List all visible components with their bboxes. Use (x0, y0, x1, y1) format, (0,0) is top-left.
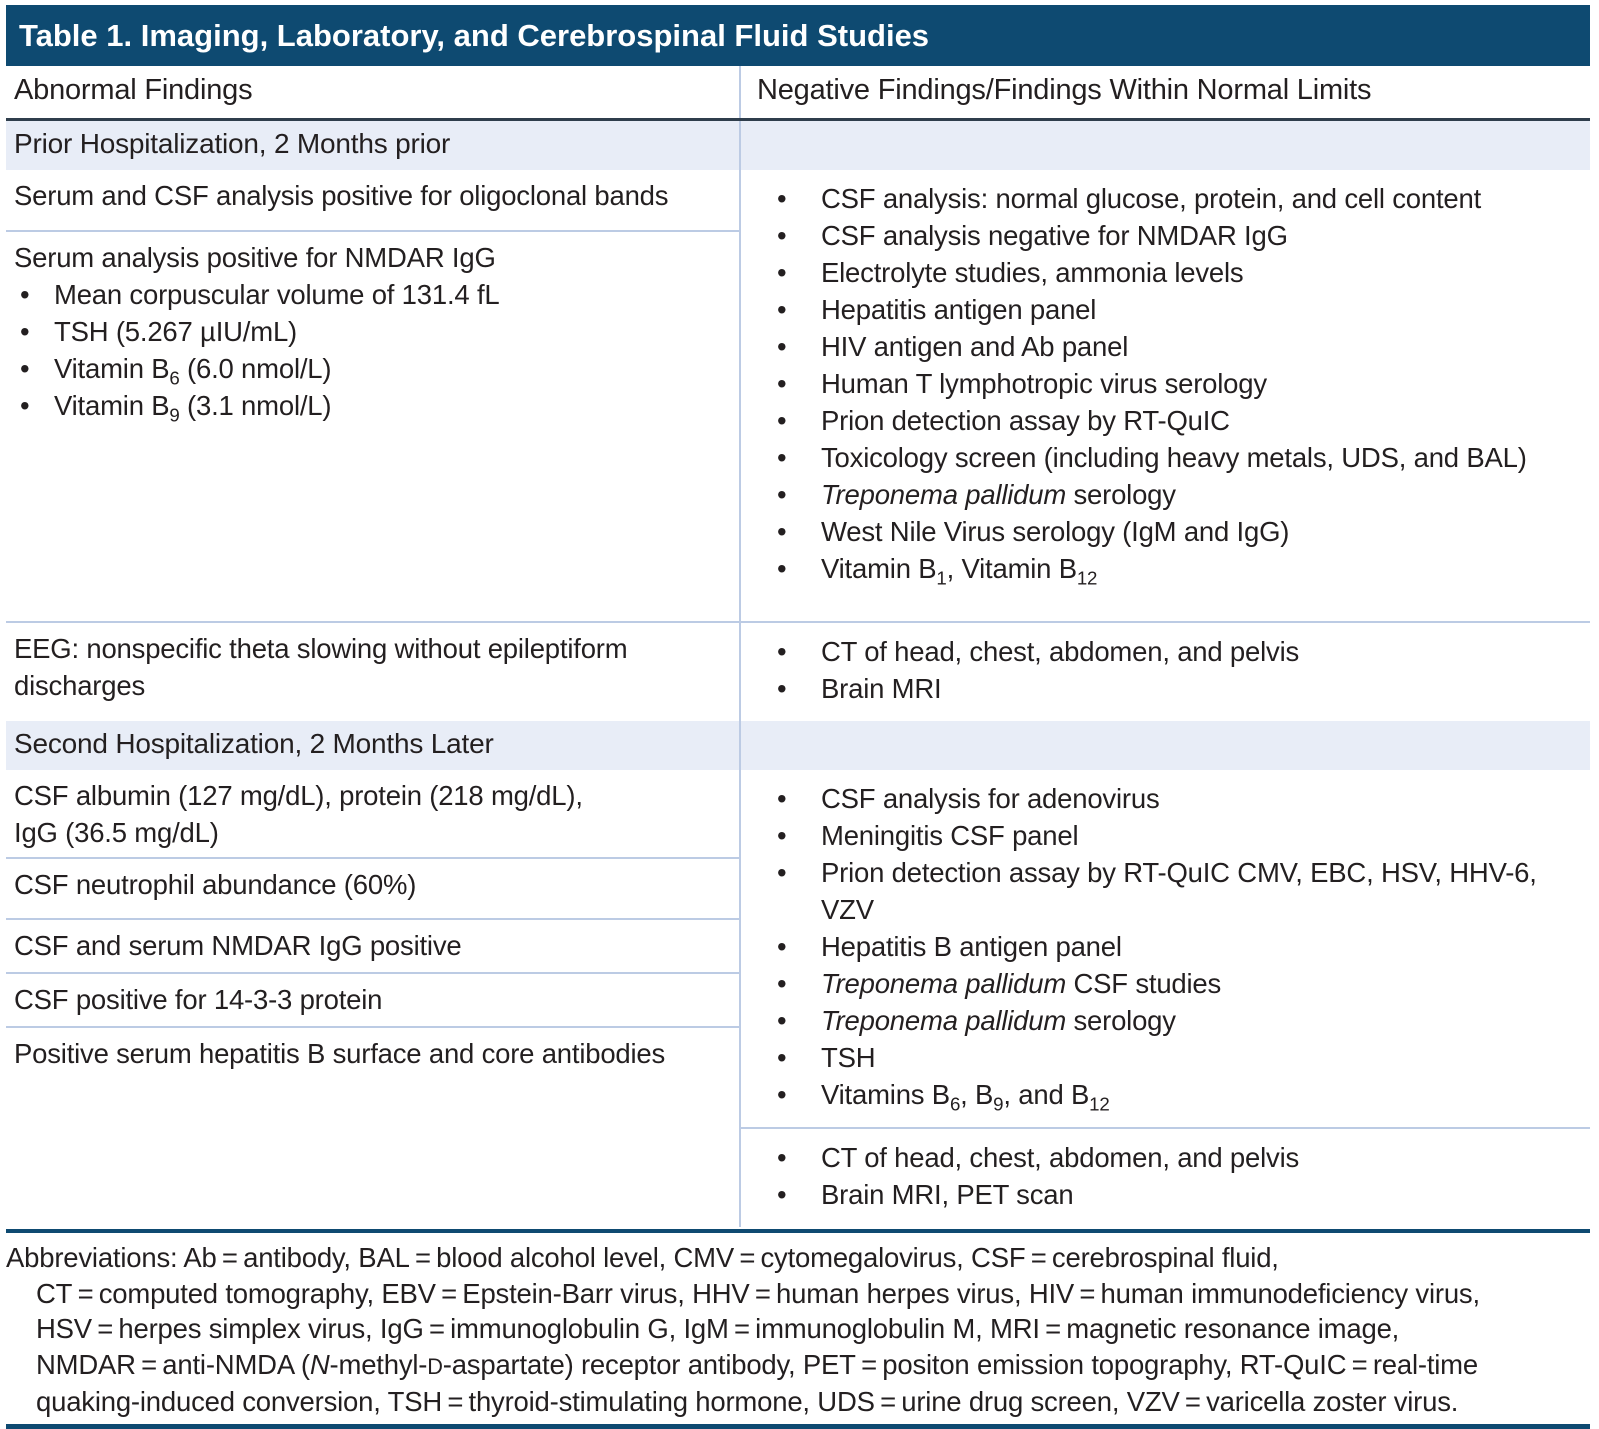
section-header-prior-hospitalization (6, 120, 1590, 171)
list-item: • Treponema pallidum serology (757, 1002, 1582, 1039)
cell-empty (6, 1085, 740, 1128)
list-item: • TSH (5.267 µIU/mL) (14, 313, 729, 350)
footnote-line: HSV = herpes simplex virus, IgG = immunoglobulin G, IgM = immunoglobulin M, MRI = magnetic resonance image, (36, 1313, 1400, 1344)
list-item: • Human T lymphotropic virus serology (757, 365, 1582, 402)
cell-csf-neutrophil: CSF neutrophil abundance (60%) (6, 858, 740, 919)
cell-csf-serum-nmdar-positive: CSF and serum NMDAR IgG positive (6, 919, 740, 973)
list-item: • CSF analysis: normal glucose, protein, and cell content (757, 180, 1582, 217)
negative-second-labs-list (757, 780, 1582, 1113)
cell-negative-second-labs (740, 770, 1590, 1128)
abbreviations-footnote (6, 1233, 1590, 1420)
footnote-line: CT = computed tomography, EBV = Epstein-Barr virus, HHV = human herpes virus, HIV = human immunodeficiency virus, (36, 1277, 1480, 1309)
footnote-line: NMDAR = anti-NMDA (N-methyl-D-aspartate) receptor antibody, PET = positon emission topography, RT-QuIC = real-time (36, 1348, 1478, 1380)
cell-negative-prior-labs (740, 170, 1590, 622)
list-item: • Prion detection assay by RT-QuIC CMV, EBC, HSV, HHV-6, VZV (757, 854, 1582, 928)
list-item: • Hepatitis B antigen panel (757, 928, 1582, 965)
list-item: • Brain MRI (757, 670, 1582, 707)
list-item: • CT of head, chest, abdomen, and pelvis (757, 1139, 1582, 1176)
table-title: Table 1. Imaging, Laboratory, and Cerebrospinal Fluid Studies (19, 18, 930, 53)
list-item: • Hepatitis antigen panel (757, 291, 1582, 328)
list-item: • West Nile Virus serology (IgM and IgG) (757, 513, 1582, 550)
section-header-second-hospitalization (6, 721, 1590, 770)
abnormal-prior-labs-list (14, 276, 729, 424)
cell-csf-14-3-3: CSF positive for 14-3-3 protein (6, 973, 740, 1027)
list-item: • Treponema pallidum serology (757, 476, 1582, 513)
cell-lead-text: Serum analysis positive for NMDAR IgG (14, 242, 496, 273)
list-item: • Vitamin $B_1$, Vitamin $B_{12}$ (757, 550, 1582, 587)
cell-oligoclonal-bands: Serum and CSF analysis positive for oligoclonal bands (6, 170, 740, 231)
column-header-abnormal-findings: Abnormal Findings (6, 66, 740, 120)
table-title-bar (6, 5, 1590, 66)
findings-table (6, 66, 1590, 1227)
cell-empty (6, 1128, 740, 1227)
cell-serum-nmdar (6, 231, 740, 622)
table-row (6, 770, 1590, 858)
list-item: • HIV antigen and Ab panel (757, 328, 1582, 365)
list-item: • Toxicology screen (including heavy metals, UDS, and BAL) (757, 439, 1582, 476)
list-item: • Treponema pallidum CSF studies (757, 965, 1582, 1002)
negative-prior-imaging-list (757, 633, 1582, 707)
section-header-spacer (740, 721, 1590, 770)
table-bottom-rule (6, 1424, 1590, 1429)
column-header-negative-findings: Negative Findings/Findings Within Normal Limits (740, 66, 1590, 120)
list-item: • CSF analysis negative for NMDAR IgG (757, 217, 1582, 254)
list-item: • Prion detection assay by RT-QuIC (757, 402, 1582, 439)
list-item: • Mean corpuscular volume of 131.4 fL (14, 276, 729, 313)
cell-csf-albumin: CSF albumin (127 mg/dL), protein (218 mg/dL), IgG (36.5 mg/dL) (6, 770, 740, 858)
section-header-spacer (740, 120, 1590, 171)
section-header-label: Second Hospitalization, 2 Months Later (6, 721, 740, 770)
negative-prior-labs-list (757, 180, 1582, 587)
list-item: • Electrolyte studies, ammonia levels (757, 254, 1582, 291)
cell-negative-second-imaging (740, 1128, 1590, 1227)
column-header-row (6, 66, 1590, 120)
list-item: • TSH (757, 1039, 1582, 1076)
table-row (6, 170, 1590, 231)
list-item: • Vitamin $B_6$ (6.0 nmol/L) (14, 350, 729, 387)
list-item: • Vitamins $B_6$, $B_9$, and $B_{12}$ (757, 1076, 1582, 1113)
footnote-line: Abbreviations: Ab = antibody, BAL = blood alcohol level, CMV = cytomegalovirus, CSF = cerebrospinal fluid, (6, 1242, 1279, 1273)
cell-negative-prior-imaging (740, 622, 1590, 721)
section-header-label: Prior Hospitalization, 2 Months prior (6, 120, 740, 171)
table-row (6, 622, 1590, 721)
list-item: • Meningitis CSF panel (757, 817, 1582, 854)
list-item: • CSF analysis for adenovirus (757, 780, 1582, 817)
cell-eeg-finding: EEG: nonspecific theta slowing without epileptiform discharges (6, 622, 740, 721)
negative-second-imaging-list (757, 1139, 1582, 1213)
list-item: • Vitamin $B_9$ (3.1 nmol/L) (14, 387, 729, 424)
footnote-line: quaking-induced conversion, TSH = thyroid-stimulating hormone, UDS = urine drug screen, VZV = varicella zoster virus. (36, 1386, 1459, 1417)
list-item: • CT of head, chest, abdomen, and pelvis (757, 633, 1582, 670)
cell-hepatitis-b-antibodies: Positive serum hepatitis B surface and core antibodies (14, 1038, 666, 1069)
table-row (6, 1128, 1590, 1227)
list-item: • Brain MRI, PET scan (757, 1176, 1582, 1213)
